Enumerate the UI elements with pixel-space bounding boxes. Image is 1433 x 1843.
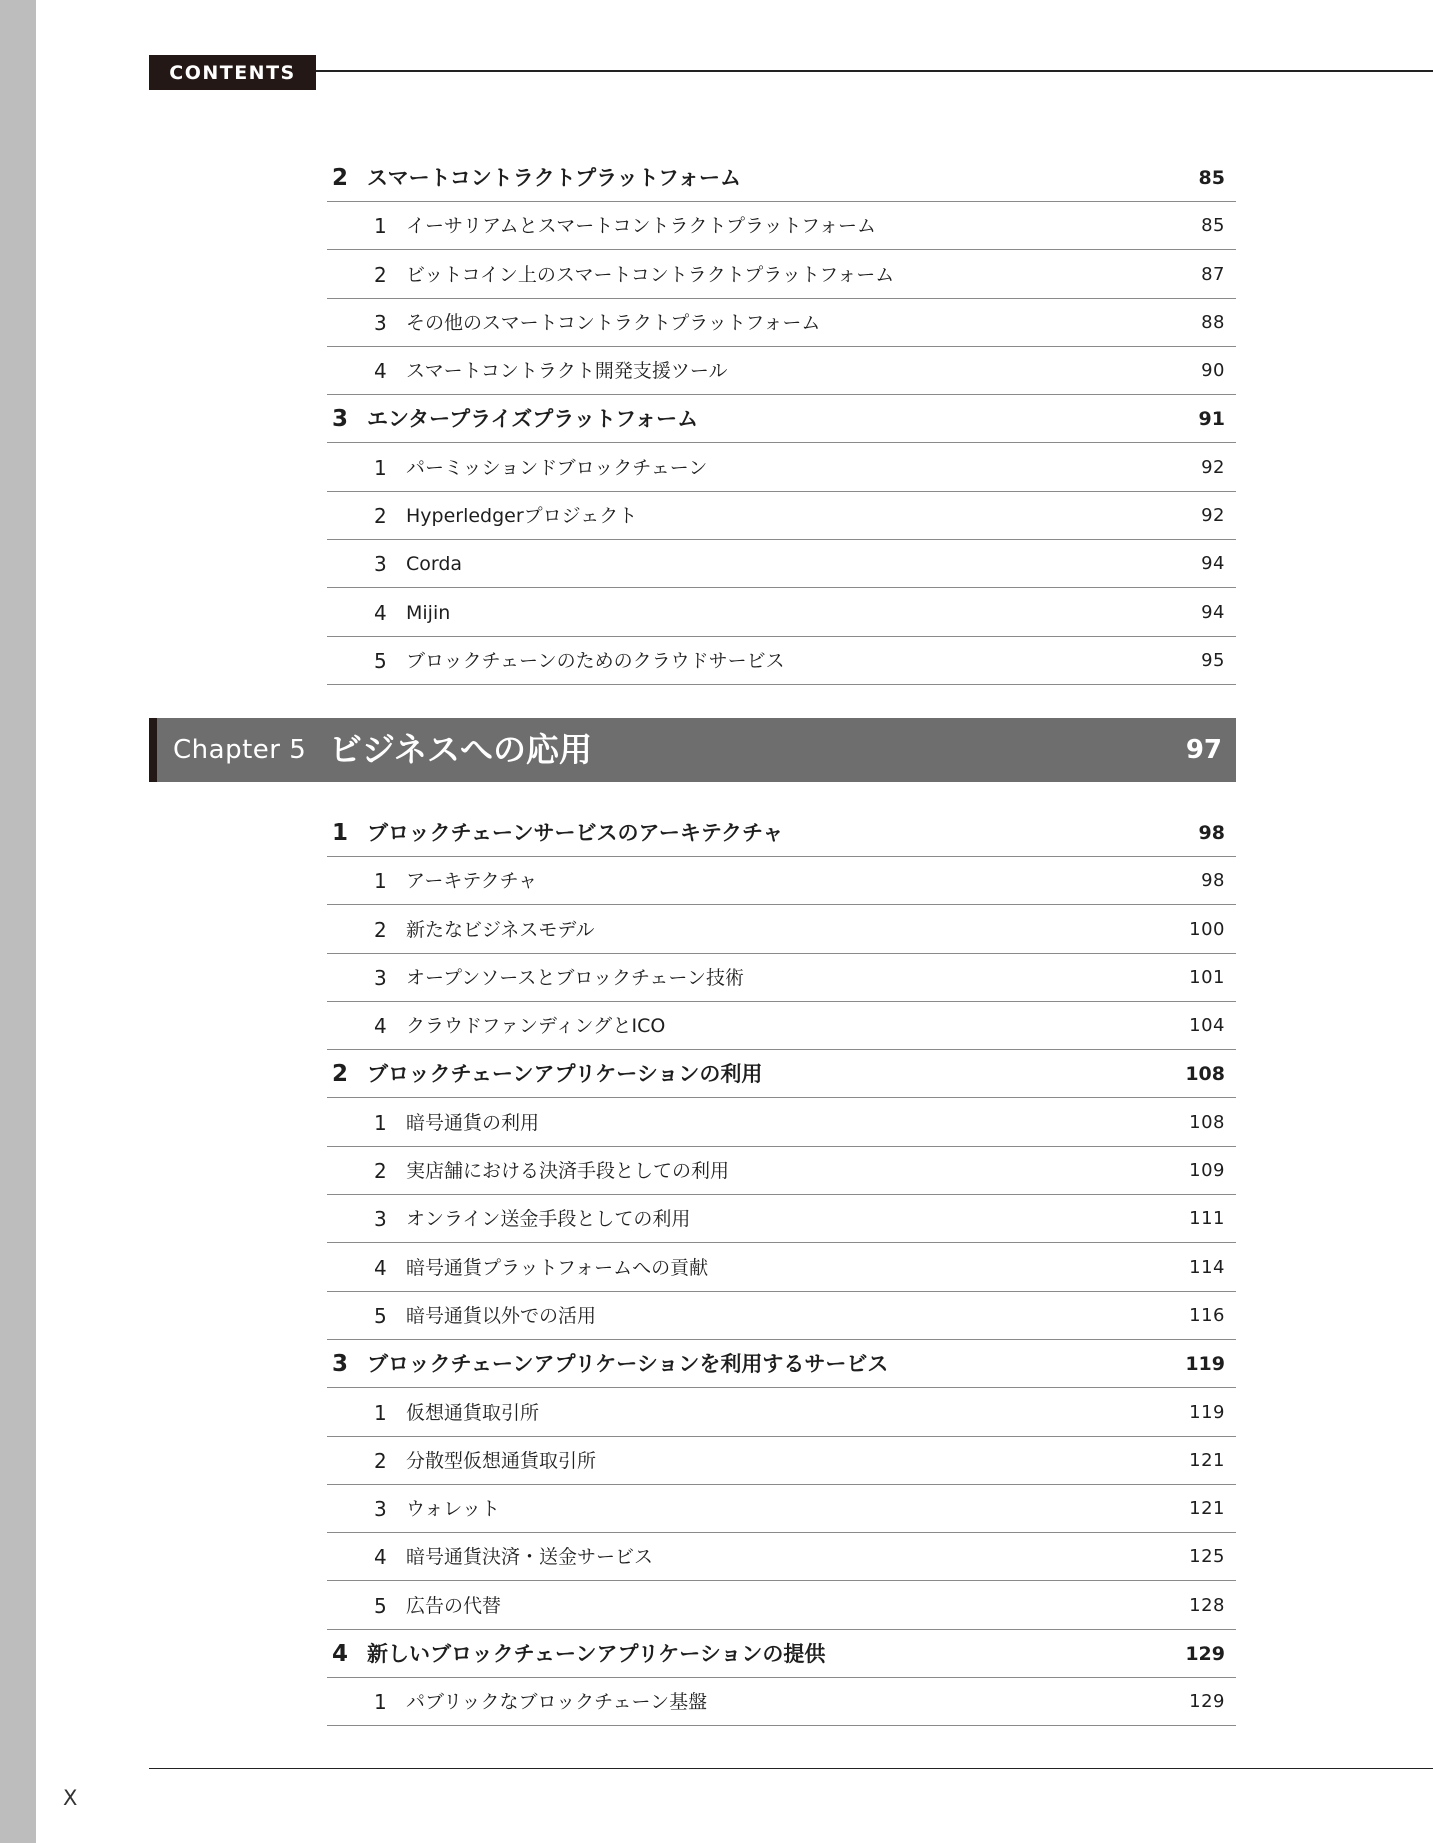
item-title: 仮想通貨取引所 xyxy=(406,1401,540,1424)
item-number: 4 xyxy=(374,1255,387,1280)
toc-lower-block xyxy=(327,810,1236,1728)
item-title: 新たなビジネスモデル xyxy=(406,918,595,941)
toc-item-row[interactable] xyxy=(327,1293,1236,1340)
toc-item-row[interactable] xyxy=(327,348,1236,395)
chapter-accent-bar xyxy=(149,718,157,782)
item-title: Corda xyxy=(406,553,463,576)
item-title: クラウドファンディングとICO xyxy=(406,1015,666,1038)
item-number: 2 xyxy=(374,262,387,287)
toc-item-row[interactable] xyxy=(327,638,1236,685)
item-number: 1 xyxy=(374,1110,387,1135)
section-title: ブロックチェーンアプリケーションの利用 xyxy=(367,1062,763,1087)
item-title: パーミッションドブロックチェーン xyxy=(406,456,708,479)
item-title: アーキテクチャ xyxy=(406,870,538,893)
chapter-title: ビジネスへの応用 xyxy=(329,730,593,769)
toc-item-row[interactable] xyxy=(327,858,1236,905)
item-title: 暗号通貨決済・送金サービス xyxy=(406,1546,654,1569)
item-page-number: 100 xyxy=(1189,918,1225,940)
section-page-number: 98 xyxy=(1198,822,1225,844)
item-number: 3 xyxy=(374,965,387,990)
item-page-number: 121 xyxy=(1189,1498,1225,1520)
item-title: 暗号通貨プラットフォームへの貢献 xyxy=(406,1256,709,1279)
item-number: 1 xyxy=(374,455,387,480)
item-title: Hyperledgerプロジェクト xyxy=(406,505,638,528)
item-page-number: 104 xyxy=(1189,1015,1225,1037)
item-number: 5 xyxy=(374,1593,387,1618)
item-page-number: 94 xyxy=(1201,601,1225,623)
toc-section-row[interactable] xyxy=(327,155,1236,202)
footer-rule xyxy=(149,1768,1433,1769)
section-number: 4 xyxy=(332,1641,349,1668)
section-page-number: 129 xyxy=(1185,1643,1225,1666)
item-page-number: 85 xyxy=(1201,215,1225,237)
item-page-number: 88 xyxy=(1201,311,1225,333)
section-title: スマートコントラクトプラットフォーム xyxy=(367,166,742,190)
toc-item-row[interactable] xyxy=(327,1196,1236,1243)
page-gutter xyxy=(0,0,36,1843)
item-title: その他のスマートコントラクトプラットフォーム xyxy=(406,311,821,334)
toc-item-row[interactable] xyxy=(327,300,1236,347)
item-number: 2 xyxy=(374,917,387,942)
toc-section-row[interactable] xyxy=(327,810,1236,857)
item-title: イーサリアムとスマートコントラクトプラットフォーム xyxy=(406,215,877,238)
item-number: 1 xyxy=(374,1400,387,1425)
toc-item-row[interactable] xyxy=(327,955,1236,1002)
item-title: スマートコントラクト開発支援ツール xyxy=(406,360,728,383)
item-number: 4 xyxy=(374,1545,387,1570)
item-page-number: 121 xyxy=(1189,1449,1225,1471)
toc-item-row[interactable] xyxy=(327,1583,1236,1630)
item-page-number: 92 xyxy=(1201,456,1225,478)
item-number: 3 xyxy=(374,552,387,577)
section-number: 1 xyxy=(332,820,349,846)
item-page-number: 119 xyxy=(1189,1401,1225,1423)
toc-item-row[interactable] xyxy=(327,1245,1236,1292)
toc-item-row[interactable] xyxy=(327,1534,1236,1581)
item-title: 分散型仮想通貨取引所 xyxy=(406,1449,597,1472)
toc-item-row[interactable] xyxy=(327,1438,1236,1485)
section-number: 3 xyxy=(332,406,349,433)
item-number: 1 xyxy=(374,214,387,239)
item-page-number: 116 xyxy=(1189,1304,1225,1326)
section-page-number: 119 xyxy=(1185,1353,1225,1376)
section-title: 新しいブロックチェーンアプリケーションの提供 xyxy=(367,1642,826,1667)
item-page-number: 111 xyxy=(1189,1208,1225,1230)
chapter-label: Chapter 5 xyxy=(173,735,307,765)
toc-item-row[interactable] xyxy=(327,1486,1236,1533)
toc-item-row[interactable] xyxy=(327,1390,1236,1437)
item-number: 2 xyxy=(374,504,387,529)
section-page-number: 108 xyxy=(1185,1063,1225,1086)
section-number: 2 xyxy=(332,165,349,191)
item-title: 暗号通貨の利用 xyxy=(406,1111,540,1134)
toc-item-row[interactable] xyxy=(327,445,1236,492)
item-page-number: 129 xyxy=(1189,1691,1225,1713)
item-title: 暗号通貨以外での活用 xyxy=(406,1304,597,1327)
item-number: 4 xyxy=(374,1014,387,1039)
item-title: Mijin xyxy=(406,601,451,624)
contents-label: CONTENTS xyxy=(149,55,316,90)
item-title: ウォレット xyxy=(406,1498,501,1521)
item-number: 1 xyxy=(374,869,387,894)
item-title: オンライン送金手段としての利用 xyxy=(406,1208,691,1231)
item-page-number: 95 xyxy=(1201,649,1225,671)
item-number: 5 xyxy=(374,648,387,673)
item-title: パブリックなブロックチェーン基盤 xyxy=(406,1691,708,1714)
toc-item-row[interactable] xyxy=(327,907,1236,954)
item-number: 3 xyxy=(374,1497,387,1522)
toc-section-row[interactable] xyxy=(327,396,1236,443)
section-title: エンタープライズプラットフォーム xyxy=(367,407,699,432)
section-page-number: 85 xyxy=(1198,167,1225,189)
item-page-number: 92 xyxy=(1201,505,1225,527)
item-page-number: 87 xyxy=(1201,263,1225,285)
item-number: 1 xyxy=(374,1690,387,1715)
item-title: オープンソースとブロックチェーン技術 xyxy=(406,966,745,989)
toc-upper-block xyxy=(327,155,1236,686)
toc-item-row[interactable] xyxy=(327,1679,1236,1726)
item-page-number: 128 xyxy=(1189,1594,1225,1616)
item-page-number: 114 xyxy=(1189,1256,1225,1278)
item-page-number: 125 xyxy=(1189,1546,1225,1568)
item-page-number: 101 xyxy=(1189,966,1225,988)
page-folio: X xyxy=(63,1786,78,1810)
toc-section-row[interactable] xyxy=(327,1051,1236,1098)
item-page-number: 98 xyxy=(1201,870,1225,892)
toc-item-row[interactable] xyxy=(327,541,1236,588)
item-number: 4 xyxy=(374,359,387,384)
toc-section-row[interactable] xyxy=(327,1631,1236,1678)
item-number: 3 xyxy=(374,310,387,335)
item-title: 広告の代替 xyxy=(406,1594,502,1617)
item-title: ブロックチェーンのためのクラウドサービス xyxy=(406,649,785,672)
toc-item-row[interactable] xyxy=(327,493,1236,540)
item-page-number: 94 xyxy=(1201,553,1225,575)
item-title: ビットコイン上のスマートコントラクトプラットフォーム xyxy=(406,263,895,286)
item-page-number: 108 xyxy=(1189,1111,1225,1133)
header-rule xyxy=(316,70,1433,72)
toc-item-row[interactable] xyxy=(327,1100,1236,1147)
item-title: 実店舗における決済手段としての利用 xyxy=(406,1160,730,1183)
chapter-page-number: 97 xyxy=(1185,735,1222,765)
item-number: 5 xyxy=(374,1303,387,1328)
item-number: 2 xyxy=(374,1159,387,1184)
section-title: ブロックチェーンサービスのアーキテクチャ xyxy=(367,821,784,845)
item-number: 2 xyxy=(374,1448,387,1473)
item-page-number: 90 xyxy=(1201,360,1225,382)
section-number: 2 xyxy=(332,1061,349,1088)
toc-item-row[interactable] xyxy=(327,252,1236,299)
toc-item-row[interactable] xyxy=(327,590,1236,637)
item-page-number: 109 xyxy=(1189,1160,1225,1182)
toc-item-row[interactable] xyxy=(327,1148,1236,1195)
toc-section-row[interactable] xyxy=(327,1341,1236,1388)
section-title: ブロックチェーンアプリケーションを利用するサービス xyxy=(367,1352,889,1377)
section-page-number: 91 xyxy=(1198,408,1225,431)
section-number: 3 xyxy=(332,1351,349,1378)
item-number: 3 xyxy=(374,1207,387,1232)
toc-item-row[interactable] xyxy=(327,203,1236,250)
item-number: 4 xyxy=(374,600,387,625)
toc-item-row[interactable] xyxy=(327,1003,1236,1050)
chapter-header[interactable] xyxy=(149,718,1236,782)
